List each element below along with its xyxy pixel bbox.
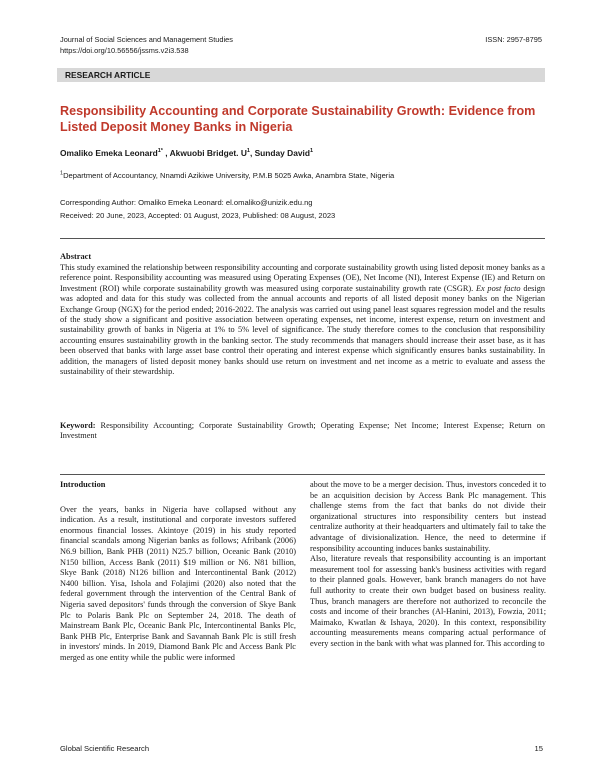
- abstract-text: [60, 263, 545, 377]
- correspondence-block: [60, 196, 545, 222]
- introduction-heading: Introduction: [60, 480, 106, 489]
- author-name: Omaliko Emeka Leonard: [60, 148, 158, 158]
- abstract-italic: Ex post facto: [475, 283, 521, 293]
- doi-link[interactable]: https://doi.org/10.56556/jssms.v2i3.538: [60, 46, 189, 55]
- author-mark: 1: [246, 148, 250, 155]
- paragraph: about the move to be a merger decision. Thus, investors conceded it to be an acquisition decision by Access Bank Plc management. This challenge stems from the fact that banks do not divide their organizational structures into responsibility centers but instead centralize authority at their headquarters and ultimately fail to take the advantage of divisionalization. Hence, the need to determine if responsibility accounting induces banks sustainability.: [310, 480, 546, 553]
- paragraph: Also, literature reveals that responsibility accounting is an important measurement tool for assessing bank's business activities with regard to their planned goals. However, bank branch managers do not have full authority to create their own budget based on business reality. Thus, branch managers are therefore not authorized to reconcile the costs and income of their branches (Al-Hanini, 2013), Fowzia, 2011; Maimako, Kwatlan & Ishaya, 2020). In this context, responsibility accounting measurements means comparing actual performance of every section in the bank with what was planned for. This according to: [310, 554, 546, 648]
- keywords-text: Responsibility Accounting; Corporate Sustainability Growth; Operating Expense; Net Income; Interest Expense; Return on Investment: [60, 421, 545, 441]
- issn: ISSN: 2957-8795: [485, 35, 542, 44]
- journal-header: [60, 34, 233, 56]
- keywords-label: Keyword:: [60, 421, 96, 430]
- page-number: 15: [534, 744, 543, 753]
- abstract-heading: Abstract: [60, 252, 92, 261]
- left-column: [60, 480, 296, 664]
- abstract-part: design was adopted and data for this study was collected from the annual accounts and reports of all listed deposit money banks on the Nigerian Exchange Group (NGX) for the period ended; 2016-2022. The analysis was carried out using panel least squares regression model and the results of the study show a significant and positive association between operating expenses, net income, interest expense, return on investment and sustainability growth of banks in Nigeria at 1% to 5% level of significance. The study therefore comes to the conclusion that responsibility accounting ensures sustainability growth in the banking sector. The study recommends that managers should increase their asset base, as it has been observed that banks with large asset base control their operating and interest expense which significantly ensures banks sustainability. In addition, the managers of listed deposit money banks should use return on investment and net income as a metric to evaluate and assess the sustainability of their stewardship.: [60, 283, 545, 377]
- author-mark: 1: [309, 148, 314, 155]
- divider: [60, 474, 545, 475]
- affiliation-mark: 1: [60, 170, 64, 177]
- affiliation: [60, 170, 545, 181]
- article-dates: Received: 20 June, 2023, Accepted: 01 August, 2023, Published: 08 August, 2023: [60, 211, 336, 220]
- footer-journal: Global Scientific Research: [60, 744, 150, 753]
- abstract-part: This study examined the relationship between responsibility accounting and corporate sustainability growth using listed deposit money banks as a reference point. Responsibility accounting was measured using Operating Expenses (OE), Net Income (NI), Interest Expense (IE) and Return on Investment (ROI) while corporate sustainability growth was measured using corporate sustainability growth rate (CSGR).: [60, 263, 545, 293]
- author-name: Sunday David: [254, 148, 310, 158]
- author-separator: ,: [249, 148, 255, 158]
- author-list: [60, 148, 545, 159]
- author-mark: 1*: [157, 148, 163, 155]
- affiliation-text: Department of Accountancy, Nnamdi Azikiwe University, P.M.B 5025 Awka, Anambra State, Nigeria: [63, 171, 395, 180]
- divider: [60, 238, 545, 239]
- article-type-banner: RESEARCH ARTICLE: [57, 68, 545, 82]
- keywords: [60, 421, 545, 442]
- right-column: [310, 480, 546, 650]
- author-separator: ,: [162, 148, 170, 158]
- paragraph: Over the years, banks in Nigeria have collapsed without any indication. As a result, institutional and corporate investors suffered enormous financial losses. Akintoye (2019) in his study reported financial scandals among Nigerian banks as follows; Afribank (2006) N6.9 billion, Bank PHB (2011) N25.7 billion, Oceanic Bank (2010) N150 billion, Access Bank (2011) $19 million or N6. N81 billion, Skye Bank (2018) N126 billion and Intercontinental Bank (2012) N400 billion. Yisa, Ishola and Folajimi (2020) also noted that the federal government through the intervention of the Central Bank of Nigeria saved depositors' funds through the conversion of Skye Bank Plc to Polaris Bank Plc on September 24, 2018. The death of Mainstream Bank Plc, Oceanic Bank Plc, Intercontinental Banks Plc, Bank PHB Plc, Enterprise Bank and Savannah Bank Plc is still fresh in investors' minds. In 2019, Diamond Bank Plc and Access Bank Plc merged as one entity while the public were informed: [60, 504, 296, 662]
- corresponding-author: Corresponding Author: Omaliko Emeka Leonard: el.omaliko@unizik.edu.ng: [60, 198, 313, 207]
- author-name: Akwuobi Bridget. U: [169, 148, 247, 158]
- journal-name: Journal of Social Sciences and Management Studies: [60, 35, 233, 44]
- paper-title: Responsibility Accounting and Corporate Sustainability Growth: Evidence from Listed Deposit Money Banks in Nigeria: [60, 104, 536, 134]
